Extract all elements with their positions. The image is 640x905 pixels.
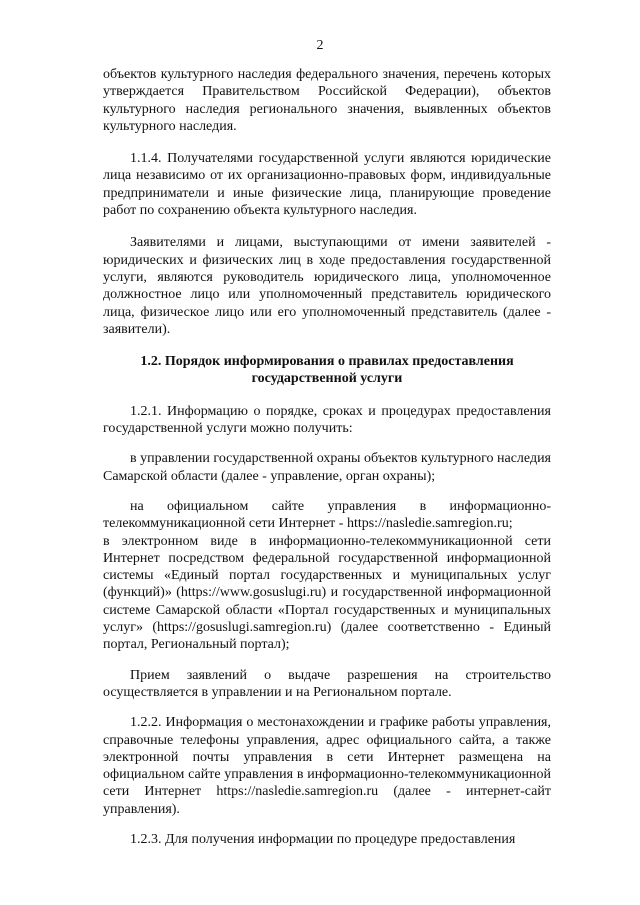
paragraph-reception: Прием заявлений о выдаче разрешения на строительство осуществляется в управлении и на Региональном портале.	[103, 667, 551, 700]
section-heading-1-2: 1.2. Порядок информирования о правилах предоставления государственной услуги	[140, 354, 514, 387]
paragraph-applicants: Заявителями и лицами, выступающими от имени заявителей - юридических и физических лиц в ходе предоставления государственной услуги, являются руководитель юридического лица, уполномоченное должностное лицо или уполномоченный представитель юридического лица, физическое лицо или его уполномоченный представитель (далее - заявители).	[103, 235, 551, 337]
paragraph-1-2-1: 1.2.1. Информацию о порядке, сроках и процедурах предоставления государственной услуги можно получить:	[103, 403, 551, 437]
document-body	[103, 66, 551, 848]
page-number: 2	[316, 38, 324, 53]
paragraph-1-1-4: 1.1.4. Получателями государственной услуги являются юридические лица независимо от их организационно-правовых форм, индивидуальные предприниматели и иные физические лица, планирующие проведение работ по сохранению объекта культурного наследия.	[103, 151, 551, 219]
paragraph-electronic-form: в электронном виде в информационно-телекоммуникационной сети Интернет посредством федеральной государственной информационной системы «Единый портал государственных и муниципальных услуг (функций)» (https://www.gosuslugi.ru) и государственной информационной системе Самарской области «Портал государственных и муниципальных услуг» (https://gosuslugi.samregion.ru) (далее соответственно - Единый портал, Региональный портал);	[103, 533, 551, 653]
paragraph-official-site: на официальном сайте управления в информационно-телекоммуникационной сети Интернет - https://nasledie.samregion.ru;	[103, 498, 551, 532]
paragraph-in-department: в управлении государственной охраны объектов культурного наследия Самарской области (далее - управление, орган охраны);	[103, 451, 551, 484]
paragraph-1-2-2: 1.2.2. Информация о местонахождении и графике работы управления, справочные телефоны управления, адрес официального сайта, а также электронной почты управления в сети Интернет размещена на официальном сайте управления в информационно-телекоммуникационной сети Интернет https://nasledie.samregion.ru (далее - интернет-сайт управления).	[103, 715, 551, 817]
paragraph-continuation: объектов культурного наследия федерального значения, перечень которых утверждается Правительством Российской Федерации), объектов культурного наследия регионального значения, выявленных объектов культурного наследия.	[103, 67, 551, 134]
paragraph-1-2-3: 1.2.3. Для получения информации по процедуре предоставления	[130, 831, 516, 847]
